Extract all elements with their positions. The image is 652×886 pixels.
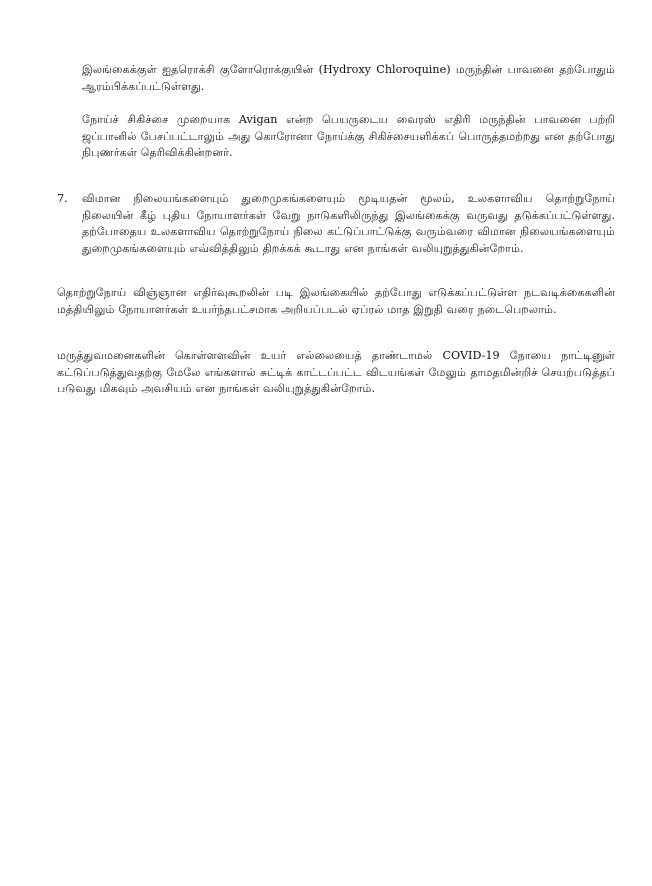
paragraph-hydroxychloroquine: இலங்கைக்குள் ஐதரொக்சி குளோரொக்குயின் (Hydroxy Chloroquine) மருந்தின் பாவனை தற்போதும் ஆரம்பிக்கப்பட்டுள்ளது.: [82, 63, 615, 93]
list-item-number: 7.: [57, 192, 68, 205]
paragraph-epidemiological-forecast: தொற்றுநோய் விஞ்ஞான எதிர்வுகூறலின் படி இலங்கையில் தற்போது எடுக்கப்பட்டுள்ள நடவடிக்கைகளின் மத்தியிலும் நோயாளர்கள் உயர்ந்தபட்சமாக அறியப்படல் ஏப்ரல் மாத இறுதி வரை நடைபெறலாம்.: [57, 286, 615, 316]
paragraph-hospital-capacity: மருத்துவமனைகளின் கொள்ளளவின் உயர் எல்லையைத் தாண்டாமல் COVID-19 நோயை நாட்டினுள் கட்டுப்படுத்துவதற்கு மேலே எங்களால் சுட்டிக் காட்டப்பட்ட விடயங்கள் மேலும் தாமதமின்றிச் செயற்படுத்தப் படுவது மிகவும் அவசியம் என நாங்கள் வலியுறுத்துகின்றோம்.: [57, 349, 615, 395]
paragraph-airports-seaports: விமான நிலையங்களையும் துறைமுகங்களையும் மூடியதன் மூலம், உலகளாவிய தொற்றுநோய் நிலையின் கீழ் புதிய நோயாளர்கள் வேறு நாடுகளிலிருந்து இலங்கைக்கு வருவது தடுக்கப்பட்டுள்ளது. தற்போதைய உலகளாவிய தொற்றுநோய் நிலை கட்டுப்பாட்டுக்கு வரும்வரை விமான நிலையங்களையும் துறைமுகங்களையும் எவ்வித்திலும் திறக்கக் கூடாது என நாங்கள் வலியுறுத்துகின்றோம்.: [82, 192, 615, 255]
paragraph-avigan: நோய்ச் சிகிச்சை முறையாக Avigan என்ற பெயருடைய வைரஸ் எதிரி மருந்தின் பாவனை பற்றி ஜப்பானில் பேசப்பட்டாலும் அது கொரோனா நோய்க்கு சிகிச்சையளிக்கப் பொருத்தமற்றது என தற்போது நிபுணர்கள் தெரிவிக்கின்றனர்.: [82, 113, 615, 159]
